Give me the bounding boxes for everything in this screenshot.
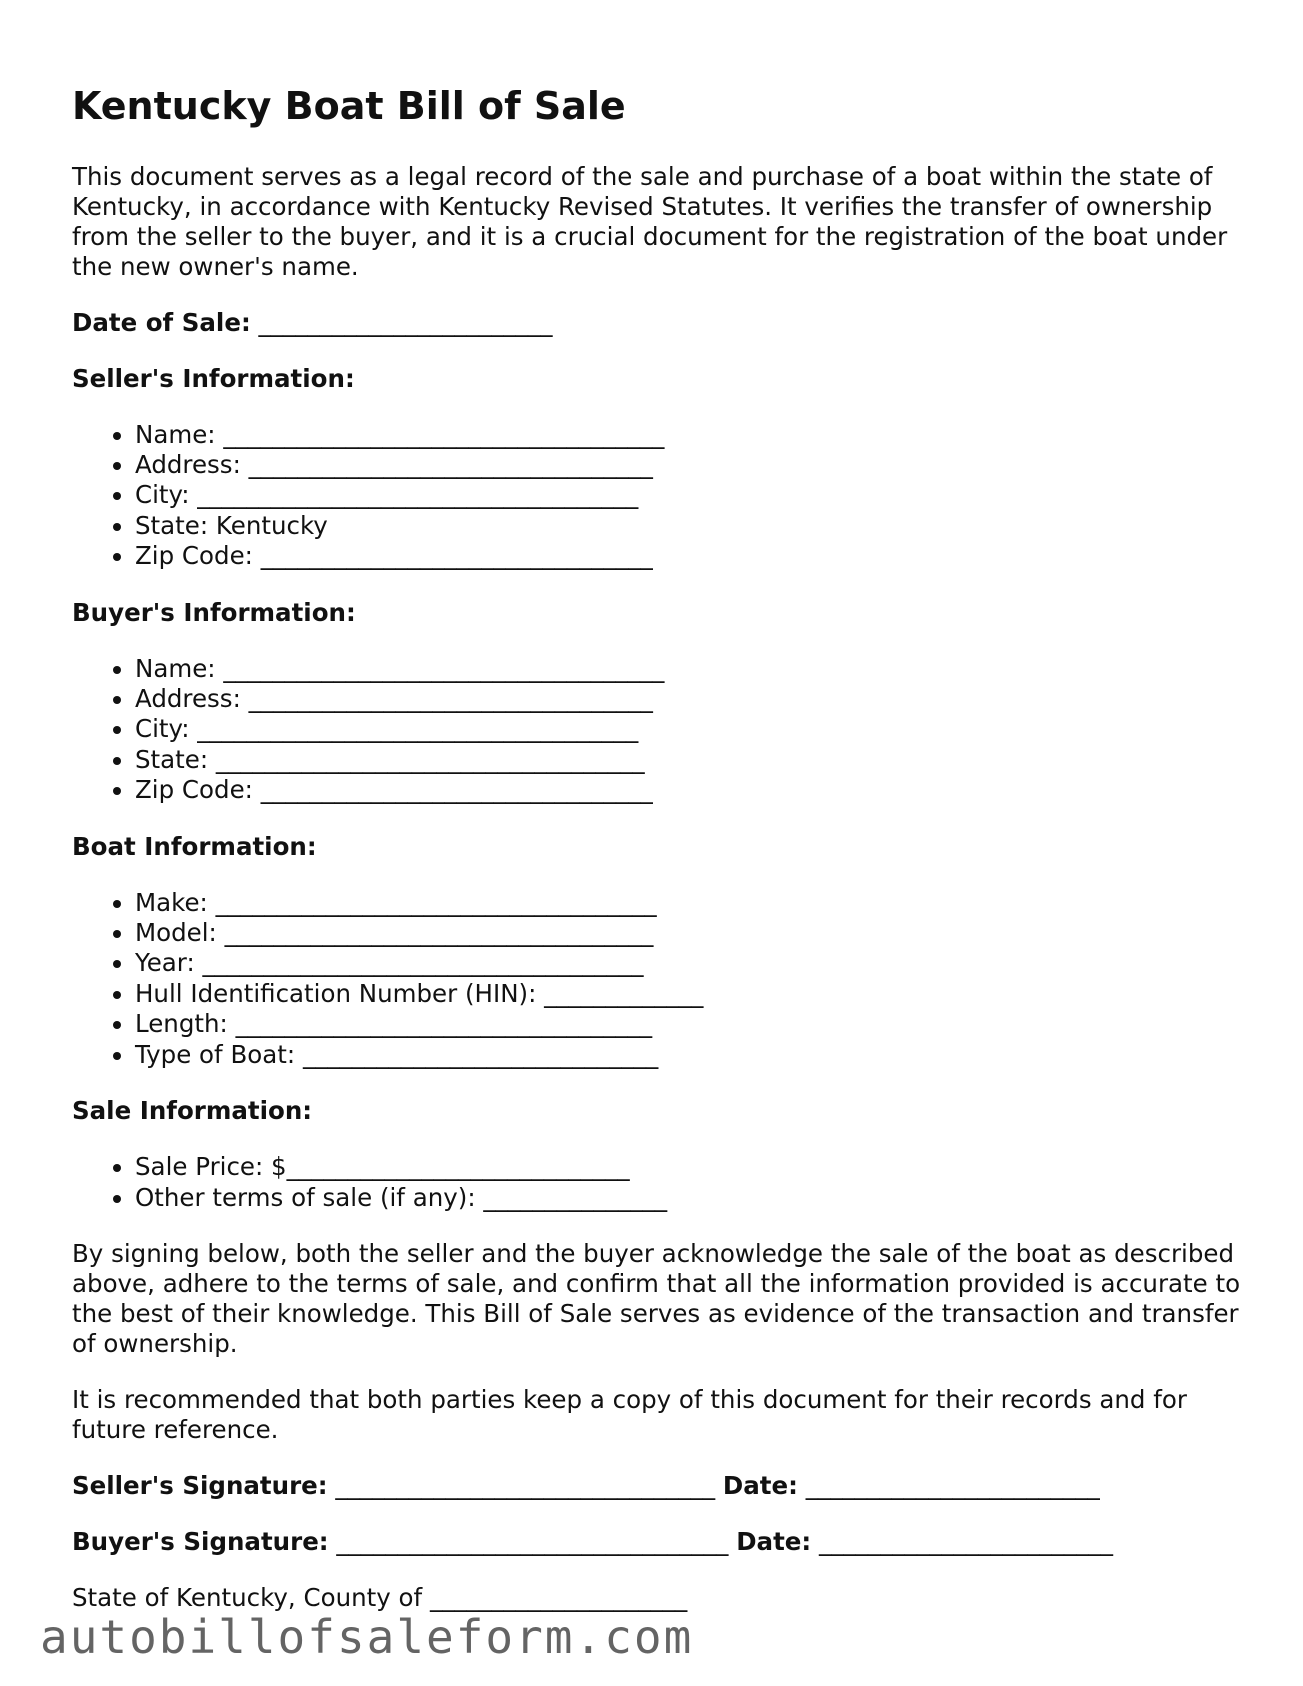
sale-list — [72, 1152, 1242, 1213]
buyer-city-item[interactable] — [135, 714, 1242, 744]
item-label: Make: — [135, 887, 208, 917]
item-label: Type of Boat: — [135, 1039, 296, 1069]
sale-terms-item[interactable] — [135, 1183, 1242, 1213]
item-label: Name: — [135, 419, 216, 449]
seller-list — [72, 420, 1242, 572]
boat-type-item[interactable] — [135, 1040, 1242, 1070]
item-blank[interactable]: _________________________________ — [248, 684, 653, 714]
intro-paragraph: This document serves as a legal record of the sale and purchase of a boat within the state of Kentucky, in accordance with Kentucky Revised Statutes. It verifies the transfer of ownership from the seller to the buyer, and it is a crucial document for the registration of the boat under the new owner's name. — [72, 161, 1228, 281]
county-label: State of Kentucky, County of — [72, 1582, 423, 1612]
boat-hin-item[interactable] — [135, 979, 1242, 1009]
boat-year-item[interactable] — [135, 948, 1242, 978]
page-title: Kentucky Boat Bill of Sale — [72, 84, 626, 128]
seller-signature-label: Seller's Signature: — [72, 1470, 328, 1500]
seller-address-item[interactable] — [135, 450, 1242, 480]
item-label: Zip Code: — [135, 541, 253, 571]
buyer-heading: Buyer's Information: — [72, 597, 356, 627]
item-blank[interactable]: ___________________________________ — [224, 918, 654, 948]
seller-state-item — [135, 511, 1242, 541]
item-blank[interactable]: __________________________________ — [235, 1009, 653, 1039]
recommendation-paragraph: It is recommended that both parties keep a copy of this document for their records and for future reference. — [72, 1384, 1187, 1444]
watermark: autobillofsaleform.com — [40, 1610, 694, 1664]
item-blank[interactable]: _______________ — [483, 1182, 668, 1212]
item-label: City: — [135, 480, 190, 510]
buyer-name-item[interactable] — [135, 654, 1242, 684]
seller-date-blank[interactable]: ________________________ — [805, 1470, 1100, 1500]
item-blank[interactable]: _____________ — [544, 978, 704, 1008]
date-of-sale-label: Date of Sale: — [72, 307, 251, 337]
boat-model-item[interactable] — [135, 918, 1242, 948]
item-blank[interactable]: ____________________________________ — [215, 887, 657, 917]
item-label: City: — [135, 714, 190, 744]
item-label: State: — [135, 744, 209, 774]
document-page — [72, 84, 1242, 1639]
county-blank[interactable]: _____________________ — [429, 1582, 688, 1612]
seller-zip-item[interactable] — [135, 541, 1242, 571]
item-blank[interactable]: ________________________________ — [260, 541, 653, 571]
date-of-sale-blank[interactable]: ________________________ — [258, 307, 553, 337]
item-label: State: — [135, 510, 209, 540]
item-label: Sale Price: $ — [135, 1152, 287, 1182]
buyer-list — [72, 654, 1242, 806]
item-label: Other terms of sale (if any): — [135, 1182, 476, 1212]
buyer-zip-item[interactable] — [135, 775, 1242, 805]
item-label: Length: — [135, 1009, 228, 1039]
item-blank[interactable]: _____________________________ — [302, 1039, 659, 1069]
item-blank[interactable]: ____________________________________ — [197, 714, 639, 744]
sale-price-item[interactable] — [135, 1152, 1242, 1182]
sale-heading: Sale Information: — [72, 1096, 313, 1126]
buyer-date-label: Date: — [736, 1526, 812, 1556]
item-label: Name: — [135, 653, 216, 683]
buyer-date-blank[interactable]: ________________________ — [819, 1526, 1113, 1556]
item-blank[interactable]: ____________________________________ — [223, 419, 665, 449]
boat-heading: Boat Information: — [72, 831, 317, 861]
item-label: Hull Identification Number (HIN): — [135, 978, 537, 1008]
boat-length-item[interactable] — [135, 1009, 1242, 1039]
buyer-address-item[interactable] — [135, 684, 1242, 714]
item-label: Address: — [135, 684, 241, 714]
item-blank[interactable]: ____________________________________ — [202, 948, 644, 978]
seller-city-item[interactable] — [135, 480, 1242, 510]
item-blank[interactable]: ________________________________ — [260, 775, 653, 805]
county-line[interactable] — [72, 1583, 1242, 1613]
item-blank[interactable]: ___________________________________ — [215, 744, 645, 774]
seller-signature-blank[interactable]: _______________________________ — [335, 1470, 716, 1500]
item-blank[interactable]: _________________________________ — [248, 450, 653, 479]
item-label: Address: — [135, 450, 241, 479]
item-value: Kentucky — [215, 510, 328, 540]
item-blank[interactable]: ____________________________ — [286, 1152, 630, 1182]
item-label: Year: — [135, 948, 195, 978]
seller-name-item[interactable] — [135, 420, 1242, 450]
seller-date-label: Date: — [722, 1470, 798, 1500]
buyer-signature-blank[interactable]: ________________________________ — [336, 1526, 729, 1556]
buyer-signature-line[interactable] — [72, 1527, 1242, 1557]
acknowledgement-paragraph: By signing below, both the seller and the buyer acknowledge the sale of the boat as described above, adhere to the terms of sale, and confirm that all the information provided is accurate to the best of their knowledge. This Bill of Sale serves as evidence of the transaction and transfer of ownership. — [72, 1238, 1241, 1358]
boat-make-item[interactable] — [135, 888, 1242, 918]
buyer-signature-label: Buyer's Signature: — [72, 1526, 329, 1556]
buyer-state-item[interactable] — [135, 745, 1242, 775]
seller-signature-line[interactable] — [72, 1471, 1242, 1501]
seller-heading: Seller's Information: — [72, 363, 355, 393]
date-of-sale-field[interactable] — [72, 308, 1242, 338]
item-blank[interactable]: ____________________________________ — [223, 653, 665, 683]
item-label: Zip Code: — [135, 775, 253, 805]
boat-list — [72, 888, 1242, 1070]
item-label: Model: — [135, 918, 217, 948]
item-blank[interactable]: ____________________________________ — [197, 480, 639, 510]
